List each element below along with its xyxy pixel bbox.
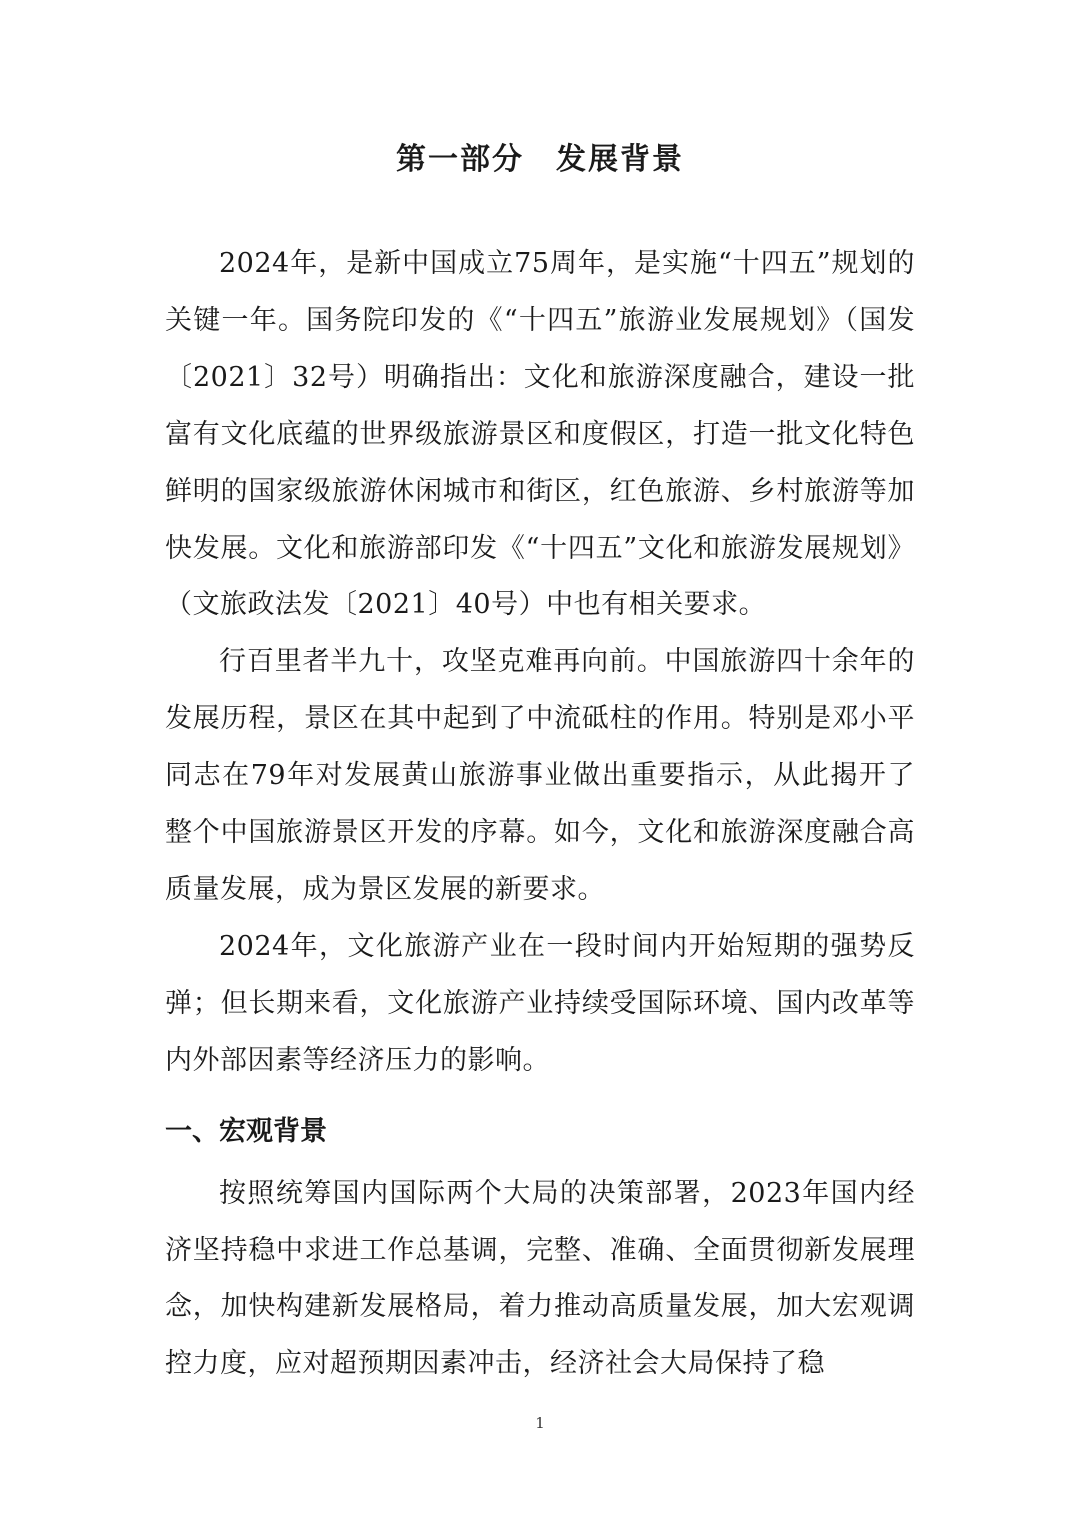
title-main: 发展背景 bbox=[556, 142, 684, 177]
paragraph-macro: 按照统筹国内国际两个大局的决策部署，2023年国内经济坚持稳中求进工作总基调，完整、准确、全面贯彻新发展理念，加快构建新发展格局，着力推动高质量发展，加大宏观调控力度，应对超预期因素冲击，经济社会大局保持了稳 bbox=[165, 1177, 915, 1380]
page-title bbox=[0, 136, 1080, 184]
paragraph-2: 行百里者半九十，攻坚克难再向前。中国旅游四十余年的发展历程，景区在其中起到了中流砥柱的作用。特别是邓小平同志在79年对发展黄山旅游事业做出重要指示，从此揭开了整个中国旅游景区开发的序幕。如今，文化和旅游深度融合高质量发展，成为景区发展的新要求。 bbox=[165, 646, 915, 905]
body-content bbox=[165, 236, 915, 1393]
section-heading-macro: 一、宏观背景 bbox=[165, 1115, 327, 1147]
paragraph-3: 2024年，文化旅游产业在一段时间内开始短期的强势反弹；但长期来看，文化旅游产业持续受国际环境、国内改革等内外部因素等经济压力的影响。 bbox=[165, 930, 915, 1076]
page-number: 1 bbox=[535, 1414, 545, 1432]
title-part: 第一部分 bbox=[396, 142, 524, 177]
paragraph-1: 2024年，是新中国成立75周年，是实施“十四五”规划的关键一年。国务院印发的《“十四五”旅游业发展规划》（国发〔2021〕32号）明确指出：文化和旅游深度融合，建设一批富有文化底蕴的世界级旅游景区和度假区，打造一批文化特色鲜明的国家级旅游休闲城市和街区，红色旅游、乡村旅游等加快发展。文化和旅游部印发《“十四五”文化和旅游发展规划》（文旅政法发〔2021〕40号）中也有相关要求。 bbox=[165, 248, 915, 621]
